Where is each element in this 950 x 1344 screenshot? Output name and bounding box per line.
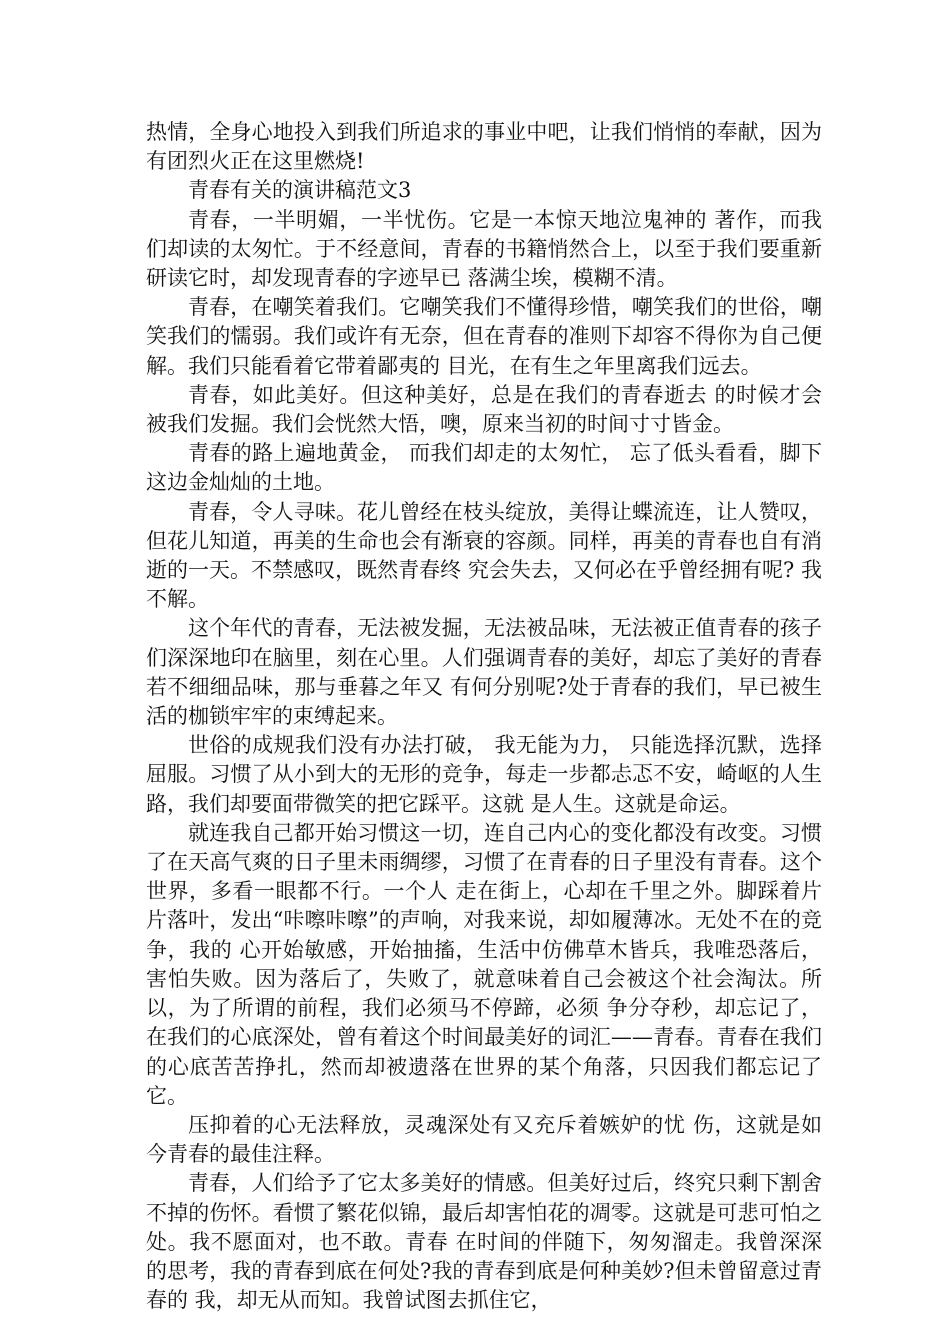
paragraph: 青春，人们给予了它太多美好的情感。但美好过后，终究只剩下割舍不掉的伤怀。看惯了繁花似锦，最后却害怕花的凋零。这就是可悲可怕之处。我不愿面对，也不敢。青春 在时间的伴随下，匆匆溜走。我曾深深的思考，我的青春到底在何处?我的青春到底是何种美妙?但未曾留意过青春的 我，却无从而知。我曾试图去抓住它，: [146, 1171, 822, 1313]
document-page: [146, 118, 822, 1315]
paragraph: 这个年代的青春，无法被发掘，无法被品味，无法被正值青春的孩子们深深地印在脑里，刻在心里。人们强调青春的美好，却忘了美好的青春若不细细品味，那与垂暮之年又 有何分别呢?处于青春的我们，早已被生活的枷锁牢牢的束缚起来。: [146, 616, 822, 729]
paragraph: 青春，一半明媚，一半忧伤。它是一本惊天地泣鬼神的 著作，而我们却读的太匆忙。于不经意间，青春的书籍悄然合上，以至于我们要重新研读它时，却发现青春的字迹早已 落满尘埃，模糊不清。: [146, 207, 822, 291]
paragraph-continuation: 热情，全身心地投入到我们所追求的事业中吧，让我们悄悄的奉献，因为有团烈火正在这里燃烧!: [146, 120, 822, 174]
paragraph: 青春的路上遍地黄金， 而我们却走的太匆忙， 忘了低头看看，脚下这边金灿灿的土地。: [146, 441, 822, 495]
paragraph: 世俗的成规我们没有办法打破， 我无能为力， 只能选择沉默，选择屈服。习惯了从小到大的无形的竞争，每走一步都忐忑不安，崎岖的人生路，我们却要面带微笑的把它踩平。这就 是人生。这就是命运。: [146, 733, 822, 816]
paragraph: 压抑着的心无法释放，灵魂深处有又充斥着嫉妒的忧 伤，这就是如今青春的最佳注释。: [146, 1112, 822, 1167]
paragraph: 青春，令人寻味。花儿曾经在枝头绽放，美得让蝶流连，让人赞叹，但花儿知道，再美的生命也会有渐衰的容颜。同样，再美的青春也自有消逝的一天。不禁感叹，既然青春终 究会失去，又何必在乎曾经拥有呢? 我不解。: [146, 499, 822, 612]
paragraph: 青春，如此美好。但这种美好，总是在我们的青春逝去 的时候才会被我们发掘。我们会恍然大悟，噢，原来当初的时间寸寸皆金。: [146, 382, 822, 437]
section-heading: 青春有关的演讲稿范文3: [188, 178, 412, 203]
paragraph: 就连我自己都开始习惯这一切，连自己内心的变化都没有改变。习惯了在天高气爽的日子里未雨绸缪，习惯了在青春的日子里没有青春。这个世界，多看一眼都不行。一个人 走在街上，心却在千里之外。脚踩着片片落叶，发出“咔嚓咔嚓”的声响，对我来说，却如履薄冰。无处不在的竞争，我的 心开始敏感，开始抽搐，生活中仿佛草木皆兵，我唯恐落后，害怕失败。因为落后了，失败了，就意味着自己会被这个社会淘汰。所以，为了所谓的前程，我们必须马不停蹄，必须 争分夺秒，却忘记了，在我们的心底深处，曾有着这个时间最美好的词汇——青春。青春在我们的心底苦苦挣扎，然而却被遗落在世界的某个角落，只因我们都忘记了它。: [146, 820, 822, 1108]
paragraph: 青春，在嘲笑着我们。它嘲笑我们不懂得珍惜，嘲笑我们的世俗，嘲笑我们的懦弱。我们或许有无奈，但在青春的准则下却容不得你为自己便解。我们只能看着它带着鄙夷的 目光，在有生之年里离我们远去。: [146, 295, 822, 378]
